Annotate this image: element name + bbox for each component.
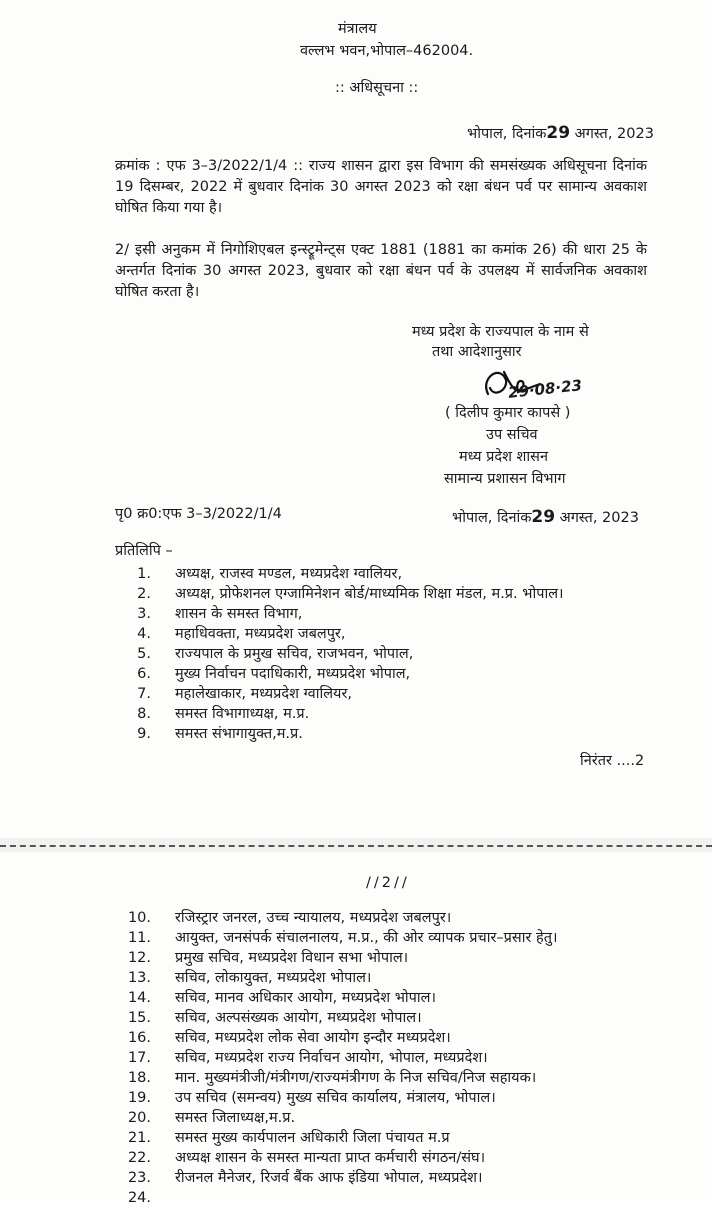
page-marker: //2// xyxy=(366,875,410,891)
list-item xyxy=(127,1108,687,1128)
authority-line-2: तथा आदेशानुसार xyxy=(432,344,522,360)
continued-note: निरंतर ....2 xyxy=(580,753,645,769)
list-item-text: महालेखाकार, मध्यप्रदेश ग्वालियर, xyxy=(175,686,352,702)
list-item xyxy=(127,928,687,948)
list-item xyxy=(127,1048,687,1068)
list-item-number: 23. xyxy=(127,1170,151,1186)
list-item-text: मान. मुख्यमंत्रीजी/मंत्रीगण/राज्यमंत्रीगण के निज सचिव/निज सहायक। xyxy=(175,1070,537,1086)
list-item-text: समस्त विभागाध्यक्ष, म.प्र. xyxy=(175,706,310,722)
list-item xyxy=(127,644,687,664)
list-item xyxy=(127,624,687,644)
list-item-number: 9. xyxy=(137,726,151,742)
list-item xyxy=(127,988,687,1008)
list-item-text: रीजनल मैनेजर, रिजर्व बैंक आफ इंडिया भोपाल, मध्यप्रदेश। xyxy=(175,1170,483,1186)
signatory-name: ( दिलीप कुमार कापसे ) xyxy=(445,405,571,421)
list-item xyxy=(127,1168,687,1188)
list-item xyxy=(127,948,687,968)
list-item-text: प्रमुख सचिव, मध्यप्रदेश विधान सभा भोपाल। xyxy=(175,950,409,966)
notification-paragraph-2: 2/ इसी अनुकम में निगोशिएबल इन्स्ट्रूमेन्ट्स एक्ट 1881 (1881 का कमांक 26) की धारा 25 के अन्तर्गत दिनांक 30 अगस्त 2023, बुधवार को रक्षा बंधन पर्व के उपलक्ष्य में सार्वजनिक अवकाश घोषित करता है। xyxy=(115,242,647,300)
list-item-number: 17. xyxy=(127,1050,151,1066)
list-item-number: 16. xyxy=(127,1030,151,1046)
list-item-number: 22. xyxy=(127,1150,151,1166)
list-item-number: 4. xyxy=(137,626,151,642)
list-item-text: सचिव, लोकायुक्त, मध्यप्रदेश भोपाल। xyxy=(175,970,372,986)
list-item-number: 15. xyxy=(127,1010,151,1026)
list-item-number: 11. xyxy=(127,930,151,946)
header-address: वल्लभ भवन,भोपाल–462004. xyxy=(300,43,474,59)
list-item-text: उप सचिव (समन्वय) मुख्य सचिव कार्यालय, मंत्रालय, भोपाल। xyxy=(175,1090,496,1106)
list-item xyxy=(127,604,687,624)
list-item-text: मुख्य निर्वाचन पदाधिकारी, मध्यप्रदेश भोपाल, xyxy=(175,666,411,682)
list-item-number: 18. xyxy=(127,1070,151,1086)
list-item-number: 13. xyxy=(127,970,151,986)
list-item-text: अध्यक्ष, प्रोफेशनल एग्जामिनेशन बोर्ड/माध्यमिक शिक्षा मंडल, म.प्र. भोपाल। xyxy=(175,586,564,602)
list-item-text: शासन के समस्त विभाग, xyxy=(175,606,303,622)
list-item xyxy=(127,968,687,988)
list-item xyxy=(127,1068,687,1088)
copy-recipient-list-page-1 xyxy=(127,564,687,744)
header-ministry: मंत्रालय xyxy=(338,21,377,37)
notice-title: :: अधिसूचना :: xyxy=(335,80,419,96)
date-month-year: अगस्त, 2023 xyxy=(574,126,654,142)
signatory-department: सामान्य प्रशासन विभाग xyxy=(444,471,566,487)
list-item-text: सचिव, मानव अधिकार आयोग, मध्यप्रदेश भोपाल। xyxy=(175,990,436,1006)
list-item-text: समस्त मुख्य कार्यपालन अधिकारी जिला पंचायत म.प्र xyxy=(175,1130,450,1146)
list-item-text: सचिव, अल्पसंख्यक आयोग, मध्यप्रदेश भोपाल। xyxy=(175,1010,422,1026)
endorsement-date xyxy=(452,508,639,527)
list-item xyxy=(127,1008,687,1028)
copy-recipient-list-page-2 xyxy=(127,908,687,1208)
list-item xyxy=(127,664,687,684)
signatory-post: उप सचिव xyxy=(486,427,538,443)
notification-paragraph-1: क्रमांक : एफ 3–3/2022/1/4 :: राज्य शासन द्वारा इस विभाग की समसंख्यक अधिसूचना दिनांक 19 दिसम्बर, 2022 में बुधवार दिनांक 30 अगस्त 2023 को रक्षा बंधन पर्व पर सामान्य अवकाश घोषित किया गया है। xyxy=(115,158,647,216)
copy-to-heading: प्रतिलिपि – xyxy=(115,543,173,559)
list-item-text: रजिस्ट्रार जनरल, उच्च न्यायालय, मध्यप्रदेश जबलपुर। xyxy=(175,910,452,926)
list-item-text: महाधिवक्ता, मध्यप्रदेश जबलपुर, xyxy=(175,626,346,642)
list-item xyxy=(127,1188,687,1208)
list-item-text: सचिव, मध्यप्रदेश राज्य निर्वाचन आयोग, भोपाल, मध्यप्रदेश। xyxy=(175,1050,488,1066)
signatory-government: मध्य प्रदेश शासन xyxy=(459,449,549,465)
list-item xyxy=(127,564,687,584)
list-item-number: 21. xyxy=(127,1130,151,1146)
list-item-text: राज्यपाल के प्रमुख सचिव, राजभवन, भोपाल, xyxy=(175,646,414,662)
date-day: 29 xyxy=(546,123,571,143)
list-item-number: 19. xyxy=(127,1090,151,1106)
list-item xyxy=(127,584,687,604)
list-item-number: 14. xyxy=(127,990,151,1006)
list-item xyxy=(127,1088,687,1108)
list-item-number: 20. xyxy=(127,1110,151,1126)
list-item-text: अध्यक्ष, राजस्व मण्डल, मध्यप्रदेश ग्वालियर, xyxy=(175,566,403,582)
page-break-line xyxy=(0,845,712,847)
authority-line-1: मध्य प्रदेश के राज्यपाल के नाम से xyxy=(412,324,589,340)
list-item-text: समस्त संभागायुक्त,म.प्र. xyxy=(175,726,303,742)
list-item-number: 7. xyxy=(137,686,151,702)
list-item xyxy=(127,684,687,704)
document-page-2 xyxy=(0,852,712,1206)
endorsement-date-place: भोपाल, दिनांक xyxy=(452,510,532,526)
list-item xyxy=(127,704,687,724)
list-item-number: 2. xyxy=(137,586,151,602)
list-item-text: समस्त जिलाध्यक्ष,म.प्र. xyxy=(175,1110,296,1126)
list-item-number: 6. xyxy=(137,666,151,682)
endorsement-date-month-year: अगस्त, 2023 xyxy=(559,510,639,526)
endorsement-number: पृ0 क्र0:एफ 3–3/2022/1/4 xyxy=(115,506,282,522)
notice-date xyxy=(467,124,654,143)
list-item xyxy=(127,908,687,928)
list-item-number: 24. xyxy=(127,1190,151,1206)
list-item-text: आयुक्त, जनसंपर्क संचालनालय, म.प्र., की ओर व्यापक प्रचार–प्रसार हेतु। xyxy=(175,930,558,946)
list-item xyxy=(127,724,687,744)
list-item-number: 5. xyxy=(137,646,151,662)
list-item-text: अध्यक्ष शासन के समस्त मान्यता प्राप्त कर्मचारी संगठन/संघ। xyxy=(175,1150,486,1166)
list-item-number: 1. xyxy=(137,566,151,582)
list-item-text: सचिव, मध्यप्रदेश लोक सेवा आयोग इन्दौर मध्यप्रदेश। xyxy=(175,1030,451,1046)
list-item xyxy=(127,1148,687,1168)
list-item-number: 3. xyxy=(137,606,151,622)
endorsement-date-day: 29 xyxy=(531,507,556,527)
list-item-number: 8. xyxy=(137,706,151,722)
date-place: भोपाल, दिनांक xyxy=(467,126,547,142)
list-item xyxy=(127,1128,687,1148)
list-item-number: 10. xyxy=(127,910,151,926)
list-item-number: 12. xyxy=(127,950,151,966)
signature-date: 29·08·23 xyxy=(507,376,583,402)
list-item xyxy=(127,1028,687,1048)
